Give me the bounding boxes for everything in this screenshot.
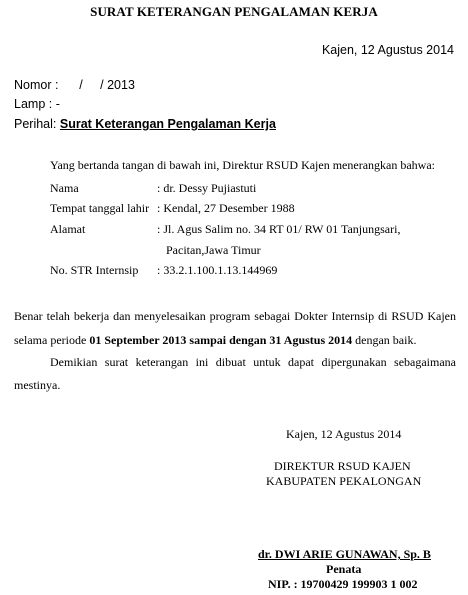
letter-date: Kajen, 12 Agustus 2014 <box>321 43 454 57</box>
field-label: Nama <box>50 181 79 195</box>
body-paragraph-2: Demikian surat keterangan ini dibuat untuk dapat dipergunakan sebagaimana mestinya. <box>14 355 456 392</box>
nomor-value: / / 2013 <box>58 78 135 92</box>
field-label: Alamat <box>50 222 86 236</box>
nomor-sep: : <box>51 78 59 92</box>
para1-end: dengan baik. <box>352 333 417 347</box>
meta-perihal <box>14 117 276 131</box>
field-label: Tempat tanggal lahir <box>50 201 150 215</box>
field-label: No. STR Internsip <box>50 263 139 277</box>
meta-nomor <box>14 78 135 92</box>
perihal-sep: : <box>52 117 60 131</box>
signatory-institution: KABUPATEN PEKALONGAN <box>266 474 422 488</box>
signatory-nip: NIP. : 19700429 199903 1 002 <box>268 577 418 591</box>
field-value: : Kendal, 27 Desember 1988 <box>157 201 295 215</box>
meta-lamp <box>14 97 60 111</box>
field-value: : 33.2.1.100.1.13.144969 <box>157 263 278 277</box>
signature-date: Kajen, 12 Agustus 2014 <box>286 427 402 441</box>
field-value: : dr. Dessy Pujiastuti <box>157 181 257 195</box>
signatory-rank: Penata <box>326 562 362 576</box>
field-value: : Jl. Agus Salim no. 34 RT 01/ RW 01 Tanjungsari, <box>157 222 401 236</box>
para1-period: 01 September 2013 sampai dengan 31 Agustus 2014 <box>89 333 353 347</box>
signatory-name: dr. DWI ARIE GUNAWAN, Sp. B <box>258 547 431 561</box>
signatory-position: DIREKTUR RSUD KAJEN <box>274 459 411 473</box>
body-paragraph-1 <box>14 304 456 352</box>
field-alamat-line2: Pacitan,Jawa Timur <box>166 243 261 257</box>
perihal-value: Surat Keterangan Pengalaman Kerja <box>59 117 276 131</box>
lamp-sep: : - <box>45 97 60 111</box>
intro-text: Yang bertanda tangan di bawah ini, Direktur RSUD Kajen menerangkan bahwa: <box>50 158 436 172</box>
nomor-label: Nomor <box>14 78 52 92</box>
letter-title: SURAT KETERANGAN PENGALAMAN KERJA <box>90 4 378 19</box>
lamp-label: Lamp <box>14 97 46 111</box>
perihal-label: Perihal <box>14 117 53 131</box>
para1-text: Benar telah bekerja dan menyelesaikan program sebagai Dokter Internsip di RSUD Kajen selama periode <box>14 309 456 347</box>
